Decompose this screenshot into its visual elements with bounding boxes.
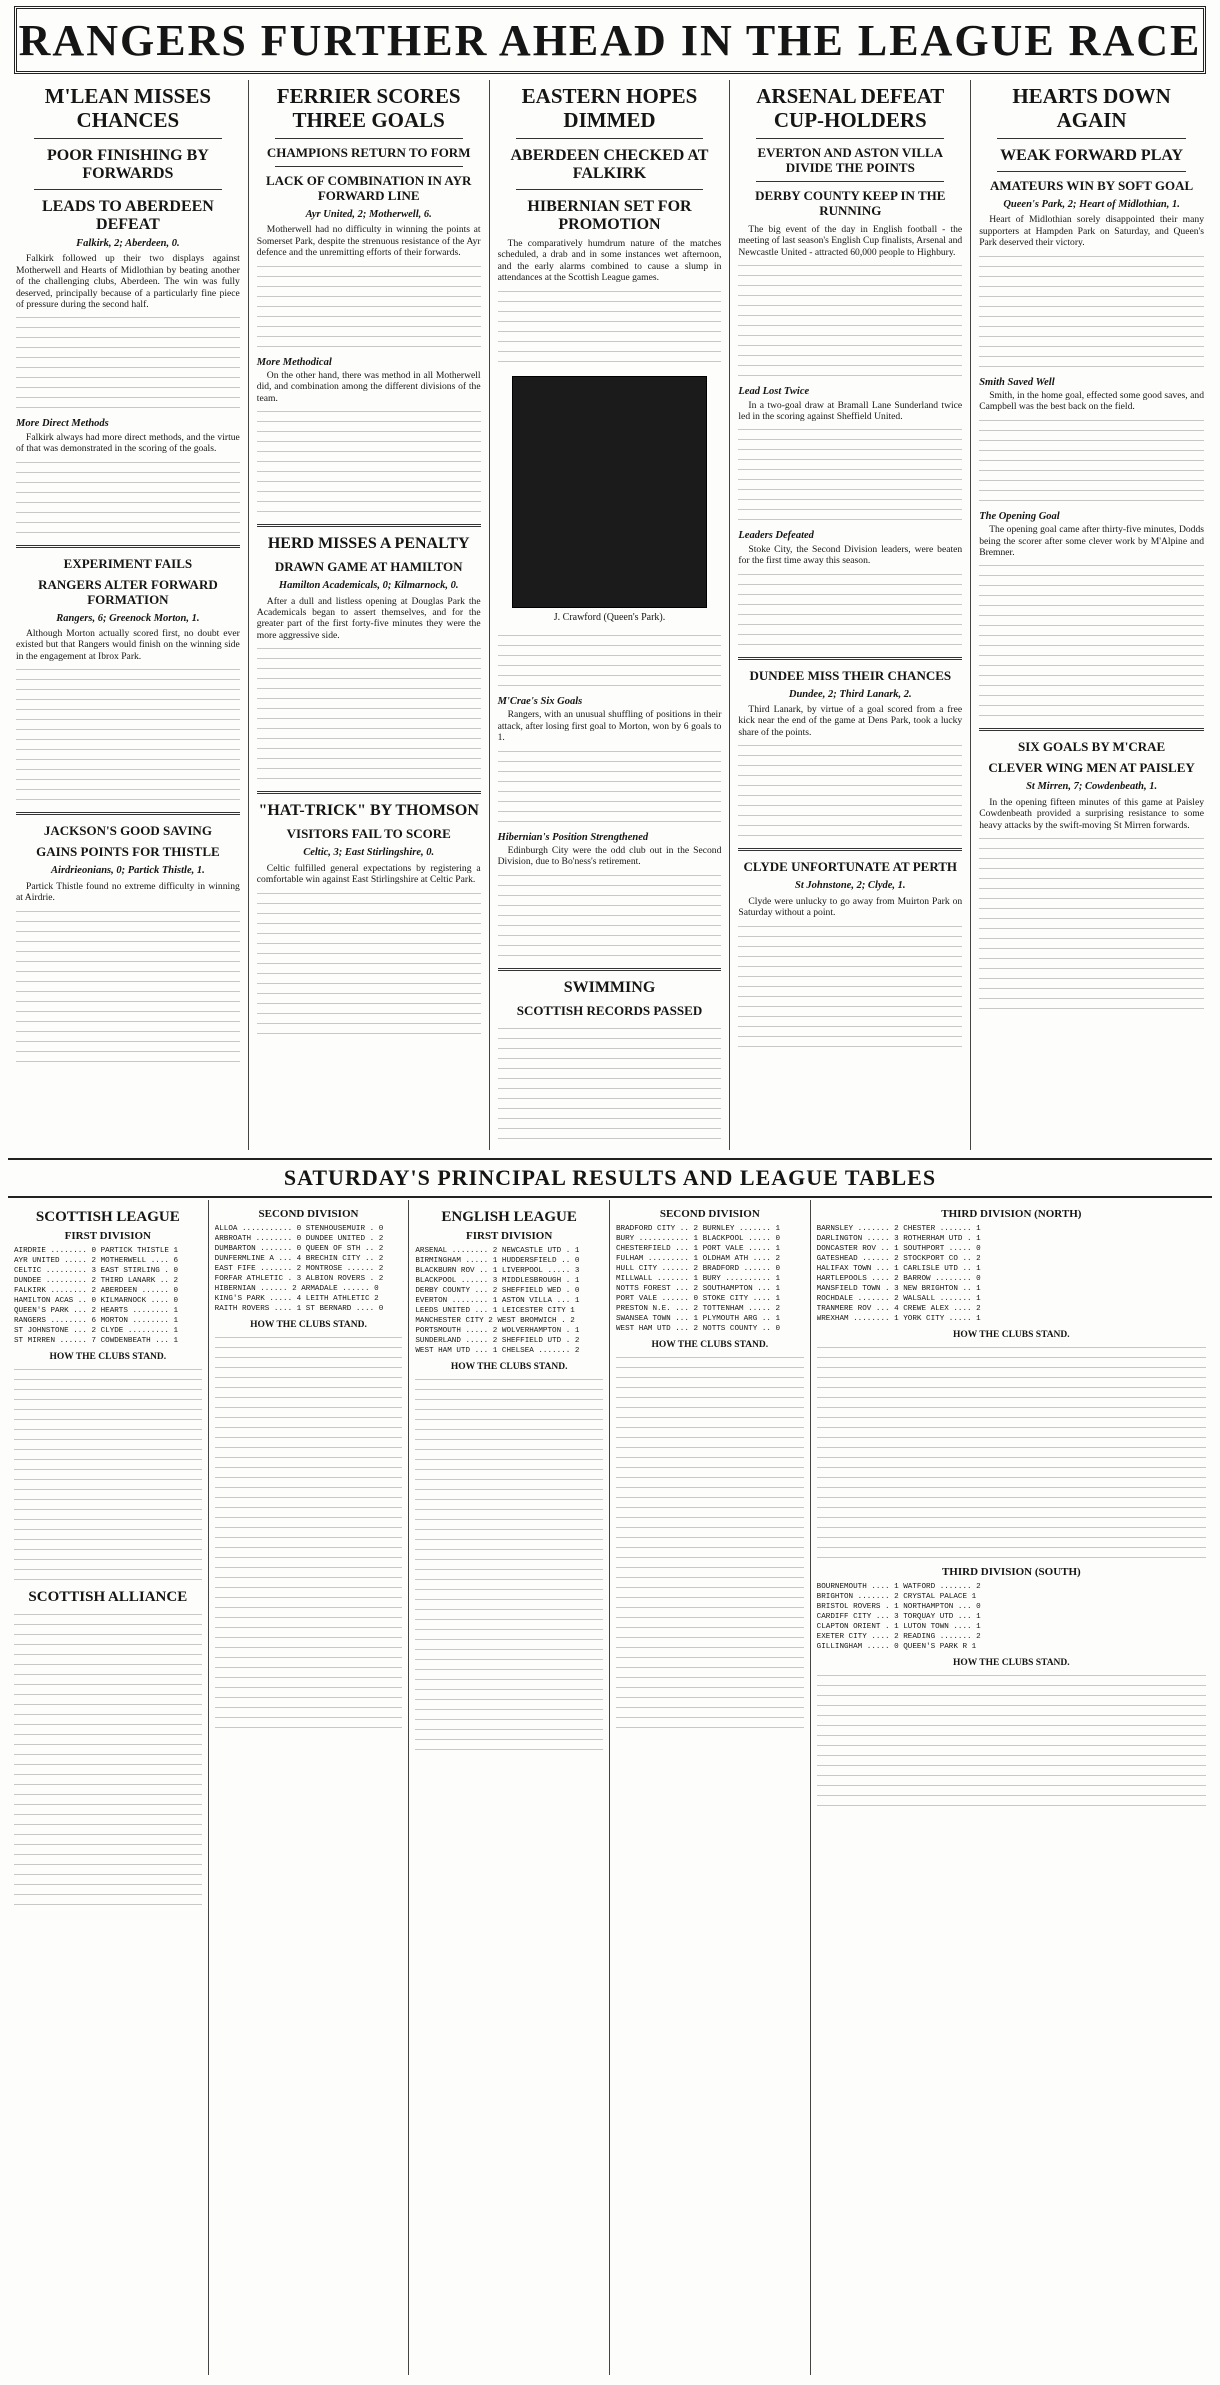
results-list xyxy=(616,1224,804,1334)
results-section-title: SATURDAY'S PRINCIPAL RESULTS AND LEAGUE TABLES xyxy=(8,1158,1212,1198)
result-line: WREXHAM ........ 1 YORK CITY ..... 1 xyxy=(816,1315,981,1323)
article-subheadline: DERBY COUNTY KEEP IN THE RUNNING xyxy=(755,188,946,218)
divider xyxy=(997,138,1186,139)
page-headline: RANGERS FURTHER AHEAD IN THE LEAGUE RACE xyxy=(18,15,1202,65)
article-paragraph: Heart of Midlothian sorely disappointed their many supporters at Hampden Park on Saturday, and Queen's Park deserved their victory. xyxy=(979,214,1204,249)
result-line: GATESHEAD ...... 2 STOCKPORT CO .. 2 xyxy=(816,1255,981,1263)
player-photo xyxy=(512,376,708,608)
standings-heading: HOW THE CLUBS STAND. xyxy=(651,1340,769,1350)
divider xyxy=(257,524,481,527)
table-heading: SCOTTISH ALLIANCE xyxy=(28,1589,188,1605)
table-heading: ENGLISH LEAGUE xyxy=(441,1209,577,1225)
division-heading: SECOND DIVISION xyxy=(258,1208,359,1220)
articles-area xyxy=(8,80,1212,1150)
table-heading: SCOTTISH LEAGUE xyxy=(35,1209,180,1225)
result-line: QUEEN'S PARK ... 2 HEARTS ........ 1 xyxy=(14,1307,179,1315)
divider xyxy=(257,791,481,794)
article-headline: HEARTS DOWN AGAIN xyxy=(1012,84,1171,132)
division-heading: THIRD DIVISION (SOUTH) xyxy=(941,1566,1081,1578)
result-line: DUNFERMLINE A ... 4 BRECHIN CITY .. 2 xyxy=(214,1255,384,1263)
divider xyxy=(34,138,222,139)
standings-heading: HOW THE CLUBS STAND. xyxy=(952,1330,1070,1340)
result-line: PRESTON N.E. ... 2 TOTTENHAM ..... 2 xyxy=(616,1305,781,1313)
result-line: ALLOA ........... 0 STENHOUSEMUIR . 0 xyxy=(214,1225,384,1233)
result-line: MANCHESTER CITY 2 WEST BROMWICH . 2 xyxy=(415,1317,575,1325)
article-paragraph: On the other hand, there was method in all Motherwell did, and combination among the different divisions of the team. xyxy=(256,370,481,404)
divider xyxy=(997,171,1186,172)
standings-table xyxy=(817,1343,1206,1562)
result-line: ST JOHNSTONE ... 2 CLYDE ......... 1 xyxy=(14,1327,179,1335)
result-line: HALIFAX TOWN ... 1 CARLISLE UTD .. 1 xyxy=(816,1265,981,1273)
section-sidehead: Smith Saved Well xyxy=(979,376,1055,388)
result-line: DARLINGTON ..... 3 ROTHERHAM UTD . 1 xyxy=(816,1235,981,1243)
standings-table xyxy=(14,1365,202,1584)
section-sidehead: Lead Lost Twice xyxy=(738,386,810,398)
result-line: BLACKBURN ROV .. 1 LIVERPOOL ..... 3 xyxy=(415,1267,580,1275)
divider xyxy=(498,968,722,971)
section-sidehead: M'Crae's Six Goals xyxy=(497,696,583,708)
result-line: BURY ........... 1 BLACKPOOL ..... 0 xyxy=(616,1235,781,1243)
result-line: PORTSMOUTH ..... 2 WOLVERHAMPTON . 1 xyxy=(415,1327,580,1335)
result-line: RAITH ROVERS .... 1 ST BERNARD .... 0 xyxy=(214,1305,384,1313)
divider xyxy=(516,138,704,139)
column-3 xyxy=(490,80,731,1150)
result-line: WEST HAM UTD ... 1 CHELSEA ....... 2 xyxy=(415,1347,580,1355)
section-sidehead: More Methodical xyxy=(256,356,332,368)
result-line: CELTIC ......... 3 EAST STIRLING . 0 xyxy=(14,1267,179,1275)
article-paragraph: Celtic fulfilled general expectations by registering a comfortable win against East Stirlingshire at Celtic Park. xyxy=(256,862,481,886)
match-score: Queen's Park, 2; Heart of Midlothian, 1. xyxy=(1003,199,1180,210)
match-score: Celtic, 3; East Stirlingshire, 0. xyxy=(303,847,435,859)
article-subheadline: HIBERNIAN SET FOR PROMOTION xyxy=(527,198,692,233)
article-subheadline: CLEVER WING MEN AT PAISLEY xyxy=(988,760,1195,776)
result-line: SWANSEA TOWN ... 1 PLYMOUTH ARG .. 1 xyxy=(616,1315,781,1323)
photo-caption: J. Crawford (Queen's Park). xyxy=(553,611,666,623)
match-score: St Johnstone, 2; Clyde, 1. xyxy=(795,880,906,892)
division-heading: FIRST DIVISION xyxy=(466,1230,553,1242)
article-subheadline: VISITORS FAIL TO SCORE xyxy=(286,826,451,842)
column-4 xyxy=(730,80,971,1150)
standings-heading: HOW THE CLUBS STAND. xyxy=(450,1362,568,1372)
result-line: FORFAR ATHLETIC . 3 ALBION ROVERS . 2 xyxy=(214,1275,384,1283)
article-paragraph: Falkirk always had more direct methods, and the virtue of that was demonstrated in the scoring of the goals. xyxy=(16,431,240,455)
article-paragraph: Motherwell had no difficulty in winning the points at Somerset Park, despite the strenuous resistance of the Ayr defence and the unremitting efforts of their forwards. xyxy=(256,224,481,259)
article-paragraph: Falkirk followed up their two displays against Motherwell and Hearts of Midlothian by beating another of the challenging clubs, Aberdeen. The win was fully deserved, principally because of a particularly fine piece of pressure during the second half. xyxy=(16,253,240,311)
divider xyxy=(516,189,704,190)
divider xyxy=(275,138,463,139)
result-line: RANGERS ........ 6 MORTON ........ 1 xyxy=(14,1317,179,1325)
section-sidehead: Leaders Defeated xyxy=(738,530,814,542)
match-score: Hamilton Academicals, 0; Kilmarnock, 0. xyxy=(278,580,459,592)
divider xyxy=(34,189,222,190)
article-subheadline: LACK OF COMBINATION IN AYR FORWARD LINE xyxy=(266,173,472,203)
divider xyxy=(979,728,1204,731)
article-headline: M'LEAN MISSES CHANCES xyxy=(44,84,212,132)
result-line: BARNSLEY ....... 2 CHESTER ....... 1 xyxy=(816,1225,981,1233)
article-subheadline: DRAWN GAME AT HAMILTON xyxy=(274,559,463,575)
column-2 xyxy=(249,80,490,1150)
article-subheadline: CHAMPIONS RETURN TO FORM xyxy=(266,145,471,160)
division-heading: THIRD DIVISION (NORTH) xyxy=(941,1208,1082,1220)
result-line: TRANMERE ROV ... 4 CREWE ALEX .... 2 xyxy=(816,1305,981,1313)
result-line: EVERTON ........ 1 ASTON VILLA ... 1 xyxy=(415,1297,580,1305)
article-paragraph: In a two-goal draw at Bramall Lane Sunderland twice led in the scoring against Sheffield United. xyxy=(738,399,963,423)
result-line: FALKIRK ........ 2 ABERDEEN ...... 0 xyxy=(14,1287,179,1295)
article-paragraph: The big event of the day in English football - the meeting of last season's English Cup finalists, Arsenal and Newcastle United - attracted 60,000 people to Highbury. xyxy=(738,224,963,258)
article-headline: EXPERIMENT FAILS xyxy=(63,555,193,571)
article-subheadline: GAINS POINTS FOR THISTLE xyxy=(36,844,220,860)
article-headline: SIX GOALS BY M'CRAE xyxy=(1017,739,1166,755)
article-headline: CLYDE UNFORTUNATE AT PERTH xyxy=(743,859,958,875)
article-paragraph: Partick Thistle found no extreme difficulty in winning at Airdrie. xyxy=(16,880,240,904)
result-line: DERBY COUNTY ... 2 SHEFFIELD WED . 0 xyxy=(415,1287,580,1295)
article-paragraph: The comparatively humdrum nature of the matches scheduled, a drab and in some instances wet afternoon, and the early alarms combined to cause a slump in attendances at the Scottish League games. xyxy=(497,238,722,284)
article-paragraph: Smith, in the home goal, effected some good saves, and Campbell was the best back on the field. xyxy=(979,390,1204,413)
results-list xyxy=(215,1224,403,1314)
result-line: LEEDS UNITED ... 1 LEICESTER CITY 1 xyxy=(415,1307,575,1315)
results-list xyxy=(817,1582,1206,1652)
article-paragraph: Rangers, with an unusual shuffling of positions in their attack, after losing first goal to Morton, won by 6 goals to 1. xyxy=(497,709,722,744)
result-line: DUMBARTON ....... 0 QUEEN OF STH .. 2 xyxy=(214,1245,384,1253)
match-score: St Mirren, 7; Cowdenbeath, 1. xyxy=(1026,781,1158,793)
article-headline: SWIMMING xyxy=(563,978,656,996)
result-line: WEST HAM UTD ... 2 NOTTS COUNTY .. 0 xyxy=(616,1325,781,1333)
article-headline: DUNDEE MISS THEIR CHANCES xyxy=(749,667,952,683)
result-line: BOURNEMOUTH .... 1 WATFORD ....... 2 xyxy=(816,1583,981,1591)
result-line: BRADFORD CITY .. 2 BURNLEY ....... 1 xyxy=(616,1225,781,1233)
result-line: KING'S PARK ..... 4 LEITH ATHLETIC 2 xyxy=(214,1295,379,1303)
result-line: BRIGHTON ....... 2 CRYSTAL PALACE 1 xyxy=(816,1593,977,1601)
article-subheadline: POOR FINISHING BY FORWARDS xyxy=(47,147,209,182)
results-tables xyxy=(8,1200,1212,2375)
result-line: PORT VALE ...... 0 STOKE CITY .... 1 xyxy=(616,1295,781,1303)
article-subheadline: EVERTON AND ASTON VILLA DIVIDE THE POINTS xyxy=(757,145,944,175)
divider xyxy=(756,138,944,139)
divider xyxy=(756,181,944,182)
standings-table xyxy=(215,1333,403,1732)
result-line: EAST FIFE ....... 2 MONTROSE ...... 2 xyxy=(214,1265,384,1273)
column-5 xyxy=(971,80,1212,1150)
result-line: HARTLEPOOLS .... 2 BARROW ........ 0 xyxy=(816,1275,981,1283)
english-league-column xyxy=(409,1200,610,2375)
result-line: ST MIRREN ...... 7 COWDENBEATH ... 1 xyxy=(14,1337,179,1345)
standings-table xyxy=(616,1353,804,1732)
article-paragraph: Edinburgh City were the odd club out in the Second Division, due to Bo'ness's retirement. xyxy=(497,845,722,868)
result-line: FULHAM ......... 1 OLDHAM ATH .... 2 xyxy=(616,1255,781,1263)
article-subheadline: RANGERS ALTER FORWARD FORMATION xyxy=(38,576,218,607)
result-line: BRISTOL ROVERS . 1 NORTHAMPTON ... 0 xyxy=(816,1603,981,1611)
divider xyxy=(16,545,240,548)
section-sidehead: The Opening Goal xyxy=(979,510,1060,522)
result-line: NOTTS FOREST ... 2 SOUTHAMPTON ... 1 xyxy=(616,1285,781,1293)
results-list xyxy=(415,1246,603,1356)
match-score: Falkirk, 2; Aberdeen, 0. xyxy=(76,238,180,249)
page-banner xyxy=(14,6,1206,74)
match-score: Airdrieonians, 0; Partick Thistle, 1. xyxy=(51,865,205,877)
article-paragraph: Stoke City, the Second Division leaders, were beaten for the first time away this season. xyxy=(738,543,963,567)
article-headline: ARSENAL DEFEAT CUP-HOLDERS xyxy=(756,84,945,132)
result-line: EXETER CITY .... 2 READING ....... 2 xyxy=(816,1633,981,1641)
column-1 xyxy=(8,80,249,1150)
standings-table xyxy=(415,1375,603,1754)
match-score: Rangers, 6; Greenock Morton, 1. xyxy=(56,612,200,624)
result-line: DUNDEE ......... 2 THIRD LANARK .. 2 xyxy=(14,1277,179,1285)
result-line: BIRMINGHAM ..... 1 HUDDERSFIELD .. 0 xyxy=(415,1257,580,1265)
article-paragraph: In the opening fifteen minutes of this game at Paisley Cowdenbeath provided a surprising resistance to some heavy attacks by the swift-moving St Mirren forwards. xyxy=(979,796,1204,831)
standings-heading: HOW THE CLUBS STAND. xyxy=(952,1658,1070,1668)
result-line: HIBERNIAN ...... 2 ARMADALE ...... 0 xyxy=(214,1285,379,1293)
article-paragraph: The opening goal came after thirty-five minutes, Dodds being the scorer after some clever work by M'Alpine and Bremner. xyxy=(979,524,1204,559)
article-paragraph: Third Lanark, by virtue of a goal scored from a free kick near the end of the game at Dens Park, took a lucky share of the points. xyxy=(738,704,963,738)
divider xyxy=(738,657,962,660)
results-list xyxy=(14,1246,202,1346)
divider xyxy=(16,812,240,815)
article-subheadline: SCOTTISH RECORDS PASSED xyxy=(516,1002,703,1018)
result-line: GILLINGHAM ..... 0 QUEEN'S PARK R 1 xyxy=(816,1643,977,1651)
results-list xyxy=(817,1224,1206,1324)
article-headline: FERRIER SCORES THREE GOALS xyxy=(276,84,461,132)
divider xyxy=(275,166,463,167)
match-score: Ayr United, 2; Motherwell, 6. xyxy=(305,209,432,220)
article-headline: "HAT-TRICK" BY THOMSON xyxy=(258,802,479,820)
result-line: ROCHDALE ....... 2 WALSALL ....... 1 xyxy=(816,1295,981,1303)
standings-table xyxy=(817,1671,1206,1810)
match-score: Dundee, 2; Third Lanark, 2. xyxy=(788,688,912,700)
english-second-division-column xyxy=(610,1200,811,2375)
result-line: ARBROATH ........ 0 DUNDEE UNITED . 2 xyxy=(214,1235,384,1243)
section-sidehead: More Direct Methods xyxy=(16,418,109,430)
article-subheadline: AMATEURS WIN BY SOFT GOAL xyxy=(989,178,1194,193)
result-line: BLACKPOOL ...... 3 MIDDLESBROUGH . 1 xyxy=(415,1277,580,1285)
result-line: MILLWALL ....... 1 BURY .......... 1 xyxy=(616,1275,781,1283)
result-line: HULL CITY ...... 2 BRADFORD ...... 0 xyxy=(616,1265,781,1273)
result-line: CARDIFF CITY ... 3 TORQUAY UTD ... 1 xyxy=(816,1613,981,1621)
section-sidehead: Hibernian's Position Strengthened xyxy=(497,831,649,843)
alliance-results xyxy=(14,1610,202,1909)
article-headline: JACKSON'S GOOD SAVING xyxy=(43,823,212,839)
article-paragraph: After a dull and listless opening at Douglas Park the Academicals began to assert themselves, and for the greater part of the first forty-five minutes they were the more aggressive side. xyxy=(256,595,481,641)
result-line: AIRDRIE ........ 0 PARTICK THISTLE 1 xyxy=(14,1247,179,1255)
result-line: ARSENAL ........ 2 NEWCASTLE UTD . 1 xyxy=(415,1247,580,1255)
standings-heading: HOW THE CLUBS STAND. xyxy=(250,1320,367,1330)
result-line: DONCASTER ROV .. 1 SOUTHPORT ..... 0 xyxy=(816,1245,981,1253)
article-subheadline: ABERDEEN CHECKED AT FALKIRK xyxy=(510,147,709,182)
scottish-second-division-column xyxy=(209,1200,410,2375)
divider xyxy=(738,848,962,851)
article-paragraph: Although Morton actually scored first, no doubt ever existed but that Rangers would finish on the winning side in the engagement at Ibrox Park. xyxy=(16,628,240,662)
article-headline: HERD MISSES A PENALTY xyxy=(267,535,470,553)
scottish-league-column xyxy=(8,1200,209,2375)
article-subheadline: WEAK FORWARD PLAY xyxy=(1000,147,1184,164)
third-division-column xyxy=(811,1200,1212,2375)
article-paragraph: Clyde were unlucky to go away from Muirton Park on Saturday without a point. xyxy=(738,895,963,919)
result-line: AYR UNITED ..... 2 MOTHERWELL .... 6 xyxy=(14,1257,179,1265)
article-subheadline: LEADS TO ABERDEEN DEFEAT xyxy=(41,198,214,233)
result-line: SUNDERLAND ..... 2 SHEFFIELD UTD . 2 xyxy=(415,1337,580,1345)
result-line: MANSFIELD TOWN . 3 NEW BRIGHTON .. 1 xyxy=(816,1285,981,1293)
result-line: CLAPTON ORIENT . 1 LUTON TOWN .... 1 xyxy=(816,1623,981,1631)
division-heading: SECOND DIVISION xyxy=(659,1208,760,1220)
article-headline: EASTERN HOPES DIMMED xyxy=(521,84,698,132)
result-line: HAMILTON ACAS .. 0 KILMARNOCK .... 0 xyxy=(14,1297,179,1305)
standings-heading: HOW THE CLUBS STAND. xyxy=(49,1352,167,1362)
result-line: CHESTERFIELD ... 1 PORT VALE ..... 1 xyxy=(616,1245,781,1253)
division-heading: FIRST DIVISION xyxy=(64,1230,151,1242)
